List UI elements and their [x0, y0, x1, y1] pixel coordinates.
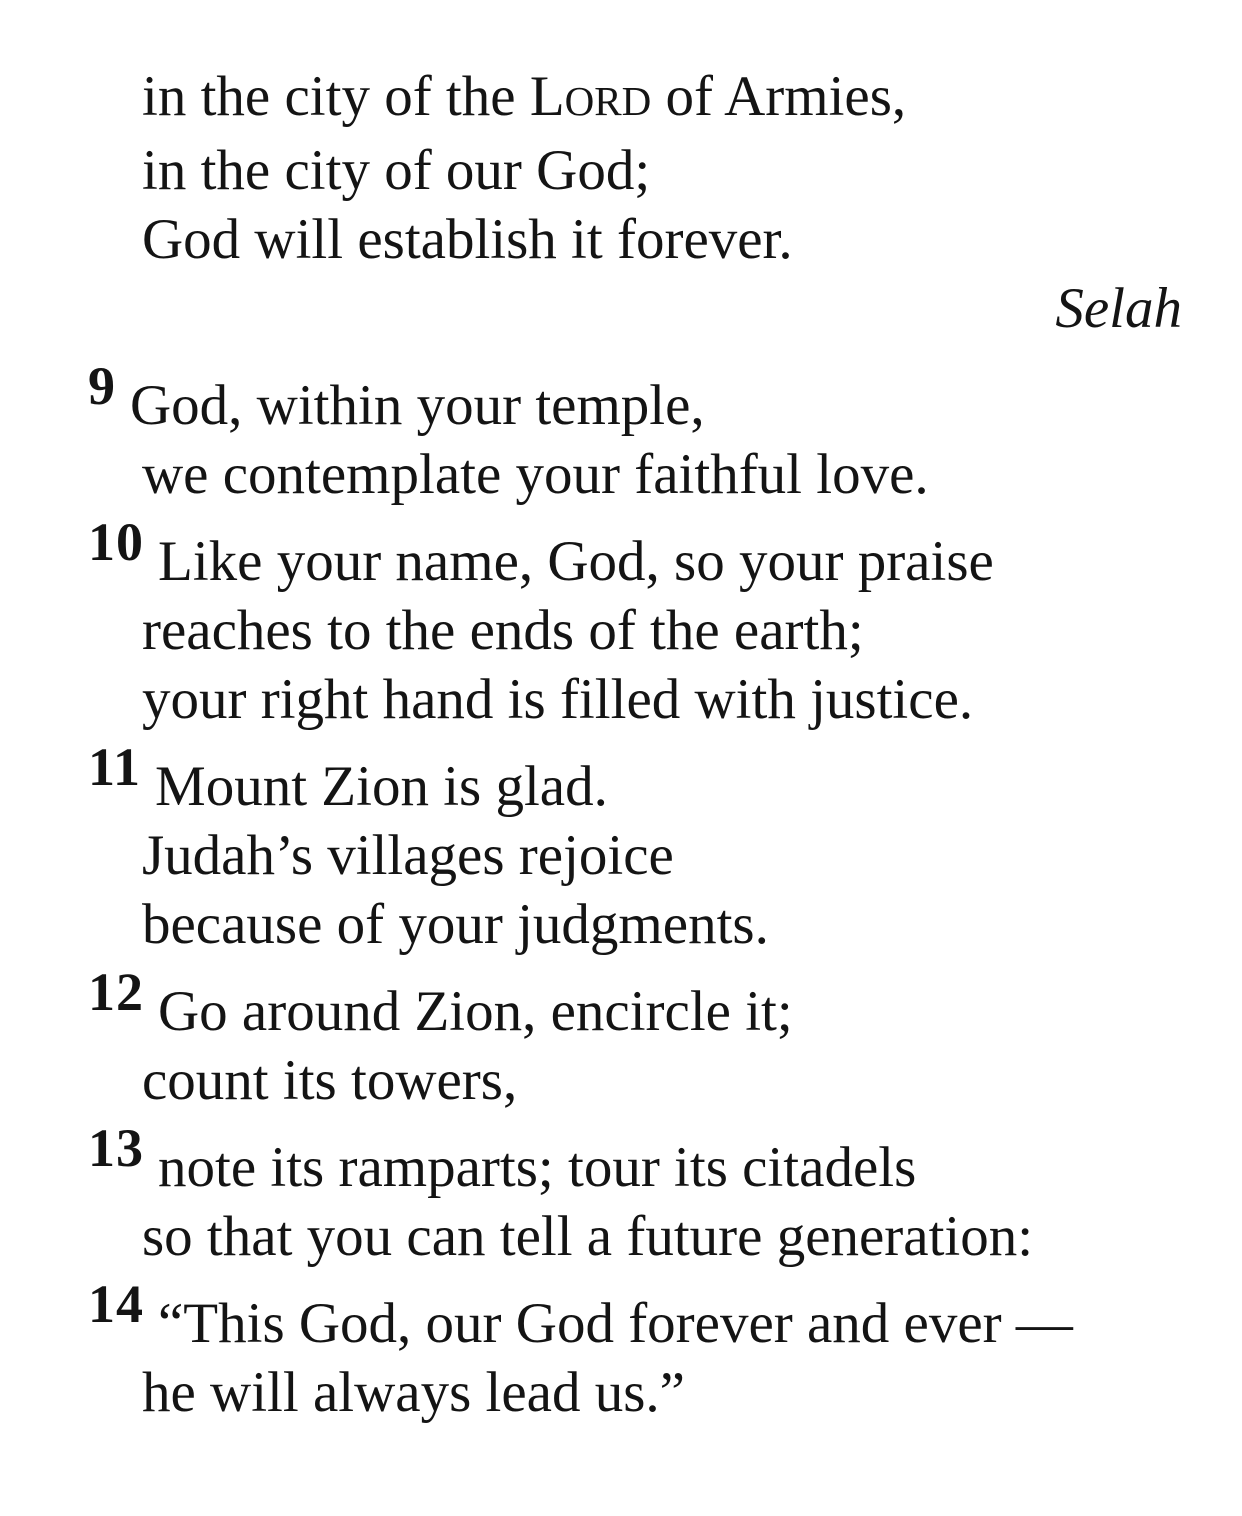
poem-line	[142, 890, 1182, 959]
verse-line: 11 Mount Zion is glad.	[88, 737, 608, 818]
poem-line	[142, 62, 1182, 136]
verse-text: Selah	[1055, 277, 1182, 340]
poem-line	[142, 440, 1182, 509]
verse-text: he will always lead us.”	[142, 1361, 685, 1424]
verse-line: 10 Like your name, God, so your praise	[88, 512, 994, 593]
verse-text: God, within your temple,	[130, 374, 705, 437]
divine-name-smallcaps: ORD	[564, 78, 652, 124]
verse-text: Go around Zion, encircle it;	[158, 980, 793, 1043]
poem-line	[142, 596, 1182, 665]
poem-line	[142, 1046, 1182, 1115]
verse-text: because of your judgments.	[142, 893, 769, 956]
verse-text: count its towers,	[142, 1049, 518, 1112]
verse-text: we contemplate your faithful love.	[142, 443, 929, 506]
verse-text: your right hand is filled with justice.	[142, 668, 974, 731]
poem-line	[142, 136, 1182, 205]
verse-text: in the city of our God;	[142, 139, 651, 202]
verse-text: God will establish it forever.	[142, 208, 793, 271]
verse-text: Judah’s villages rejoice	[142, 824, 674, 887]
verse-text: reaches to the ends of the earth;	[142, 599, 864, 662]
verse-text: Mount Zion is glad.	[155, 755, 608, 818]
poem-line	[142, 1202, 1182, 1271]
poem-line	[142, 1358, 1182, 1427]
verse-text: in the city of the	[142, 65, 530, 128]
poem-line	[142, 665, 1182, 734]
verse-text: Like your name, God, so your praise	[158, 530, 994, 593]
divine-name-lead: L	[529, 65, 565, 128]
verse-text: “This God, our God forever and ever —	[158, 1292, 1073, 1355]
verse-line: 9 God, within your temple,	[88, 356, 705, 437]
poem-line	[142, 205, 1182, 274]
poem-line	[142, 821, 1182, 890]
verse-text: so that you can tell a future generation:	[142, 1205, 1034, 1268]
verse-text: of Armies,	[651, 65, 907, 128]
verse-text: note its ramparts; tour its citadels	[158, 1136, 917, 1199]
selah-label	[142, 274, 1182, 343]
verse-line: 13 note its ramparts; tour its citadels	[88, 1118, 917, 1199]
verse-line: 14 “This God, our God forever and ever —	[88, 1274, 1073, 1355]
verse-line: 12 Go around Zion, encircle it;	[88, 962, 793, 1043]
